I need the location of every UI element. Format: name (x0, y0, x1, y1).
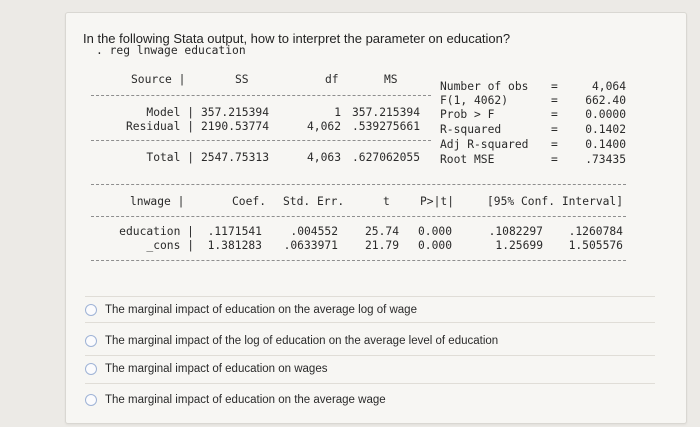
coef-header-p: P>|t| (420, 195, 455, 208)
option-separator (85, 383, 655, 384)
stat-label: F(1, 4062) (440, 94, 509, 107)
anova-total-label: Total | (146, 151, 194, 164)
option-separator (85, 296, 655, 297)
coef-row-t: 21.79 (364, 239, 399, 252)
stat-equals: = (551, 108, 558, 121)
radio-button-icon[interactable] (85, 304, 97, 316)
coef-header-coef: Coef. (232, 195, 267, 208)
coef-row-coef: 1.381283 (207, 239, 262, 252)
anova-residual-ms: .539275661 (352, 120, 421, 133)
stat-equals: = (551, 138, 558, 151)
stat-label: Prob > F (440, 108, 495, 121)
coef-header-se: Std. Err. (283, 195, 345, 208)
coef-row-ci-low: .1082297 (488, 225, 543, 238)
answer-option-2[interactable] (85, 331, 498, 351)
anova-model-label: Model | (146, 106, 194, 119)
answer-option-label: The marginal impact of education on wages (105, 363, 328, 375)
anova-model-ss: 357.215394 (201, 106, 270, 119)
stat-equals: = (551, 123, 558, 136)
stata-command: . reg lnwage education (96, 44, 246, 57)
answer-option-label: The marginal impact of education on the average wage (105, 394, 386, 406)
anova-total-df: 4,063 (306, 151, 341, 164)
coef-row-p: 0.000 (418, 239, 453, 252)
stat-label: Adj R-squared (440, 138, 529, 151)
option-separator (85, 322, 655, 323)
coef-row-name: _cons | (146, 239, 194, 252)
coef-divider-bottom (91, 260, 626, 261)
anova-total-ss: 2547.75313 (201, 151, 270, 164)
radio-button-icon[interactable] (85, 394, 97, 406)
stat-value: 0.0000 (585, 108, 626, 121)
coef-header-depvar: lnwage | (130, 195, 185, 208)
anova-total-ms: .627062055 (352, 151, 421, 164)
anova-header-ms: MS (384, 73, 398, 86)
coef-divider-mid (91, 216, 626, 217)
answer-option-1[interactable] (85, 300, 417, 320)
stat-label: Number of obs (440, 80, 529, 93)
answer-option-label: The marginal impact of education on the average log of wage (105, 304, 417, 316)
coef-row-name: education | (119, 225, 194, 238)
coef-row-coef: .1171541 (207, 225, 262, 238)
coef-row-ci-low: 1.25699 (495, 239, 543, 252)
stat-value: 662.40 (585, 94, 626, 107)
coef-divider-top (91, 184, 626, 185)
anova-divider-top (91, 95, 431, 96)
answer-option-label: The marginal impact of the log of education on the average level of education (105, 335, 499, 347)
coef-row-t: 25.74 (364, 225, 399, 238)
stat-value: 0.1400 (585, 138, 626, 151)
coef-row-se: .0633971 (283, 239, 338, 252)
answer-option-3[interactable] (85, 359, 327, 379)
answer-option-4[interactable] (85, 390, 386, 410)
anova-residual-df: 4,062 (306, 120, 341, 133)
anova-header-ss: SS (235, 73, 249, 86)
coef-row-ci-high: .1260784 (568, 225, 623, 238)
coef-row-p: 0.000 (418, 225, 453, 238)
stat-equals: = (551, 80, 558, 93)
question-text: In the following Stata output, how to interpret the parameter on education? (83, 31, 511, 46)
anova-header-df: df (325, 73, 339, 86)
coef-row-ci-high: 1.505576 (568, 239, 623, 252)
coef-row-se: .004552 (290, 225, 338, 238)
option-separator (85, 355, 655, 356)
stat-equals: = (551, 153, 558, 166)
stat-value: 4,064 (591, 80, 626, 93)
anova-residual-ss: 2190.53774 (201, 120, 270, 133)
anova-model-ms: 357.215394 (352, 106, 421, 119)
anova-model-df: 1 (334, 106, 341, 119)
anova-divider-bottom (91, 140, 431, 141)
stat-label: R-squared (440, 123, 502, 136)
radio-button-icon[interactable] (85, 335, 97, 347)
coef-header-t: t (383, 195, 390, 208)
radio-button-icon[interactable] (85, 363, 97, 375)
anova-header-source: Source | (131, 73, 186, 86)
stat-value: .73435 (585, 153, 626, 166)
stat-equals: = (551, 94, 558, 107)
anova-residual-label: Residual | (125, 120, 194, 133)
stat-label: Root MSE (440, 153, 495, 166)
coef-header-ci: [95% Conf. Interval] (487, 195, 624, 208)
stat-value: 0.1402 (585, 123, 626, 136)
